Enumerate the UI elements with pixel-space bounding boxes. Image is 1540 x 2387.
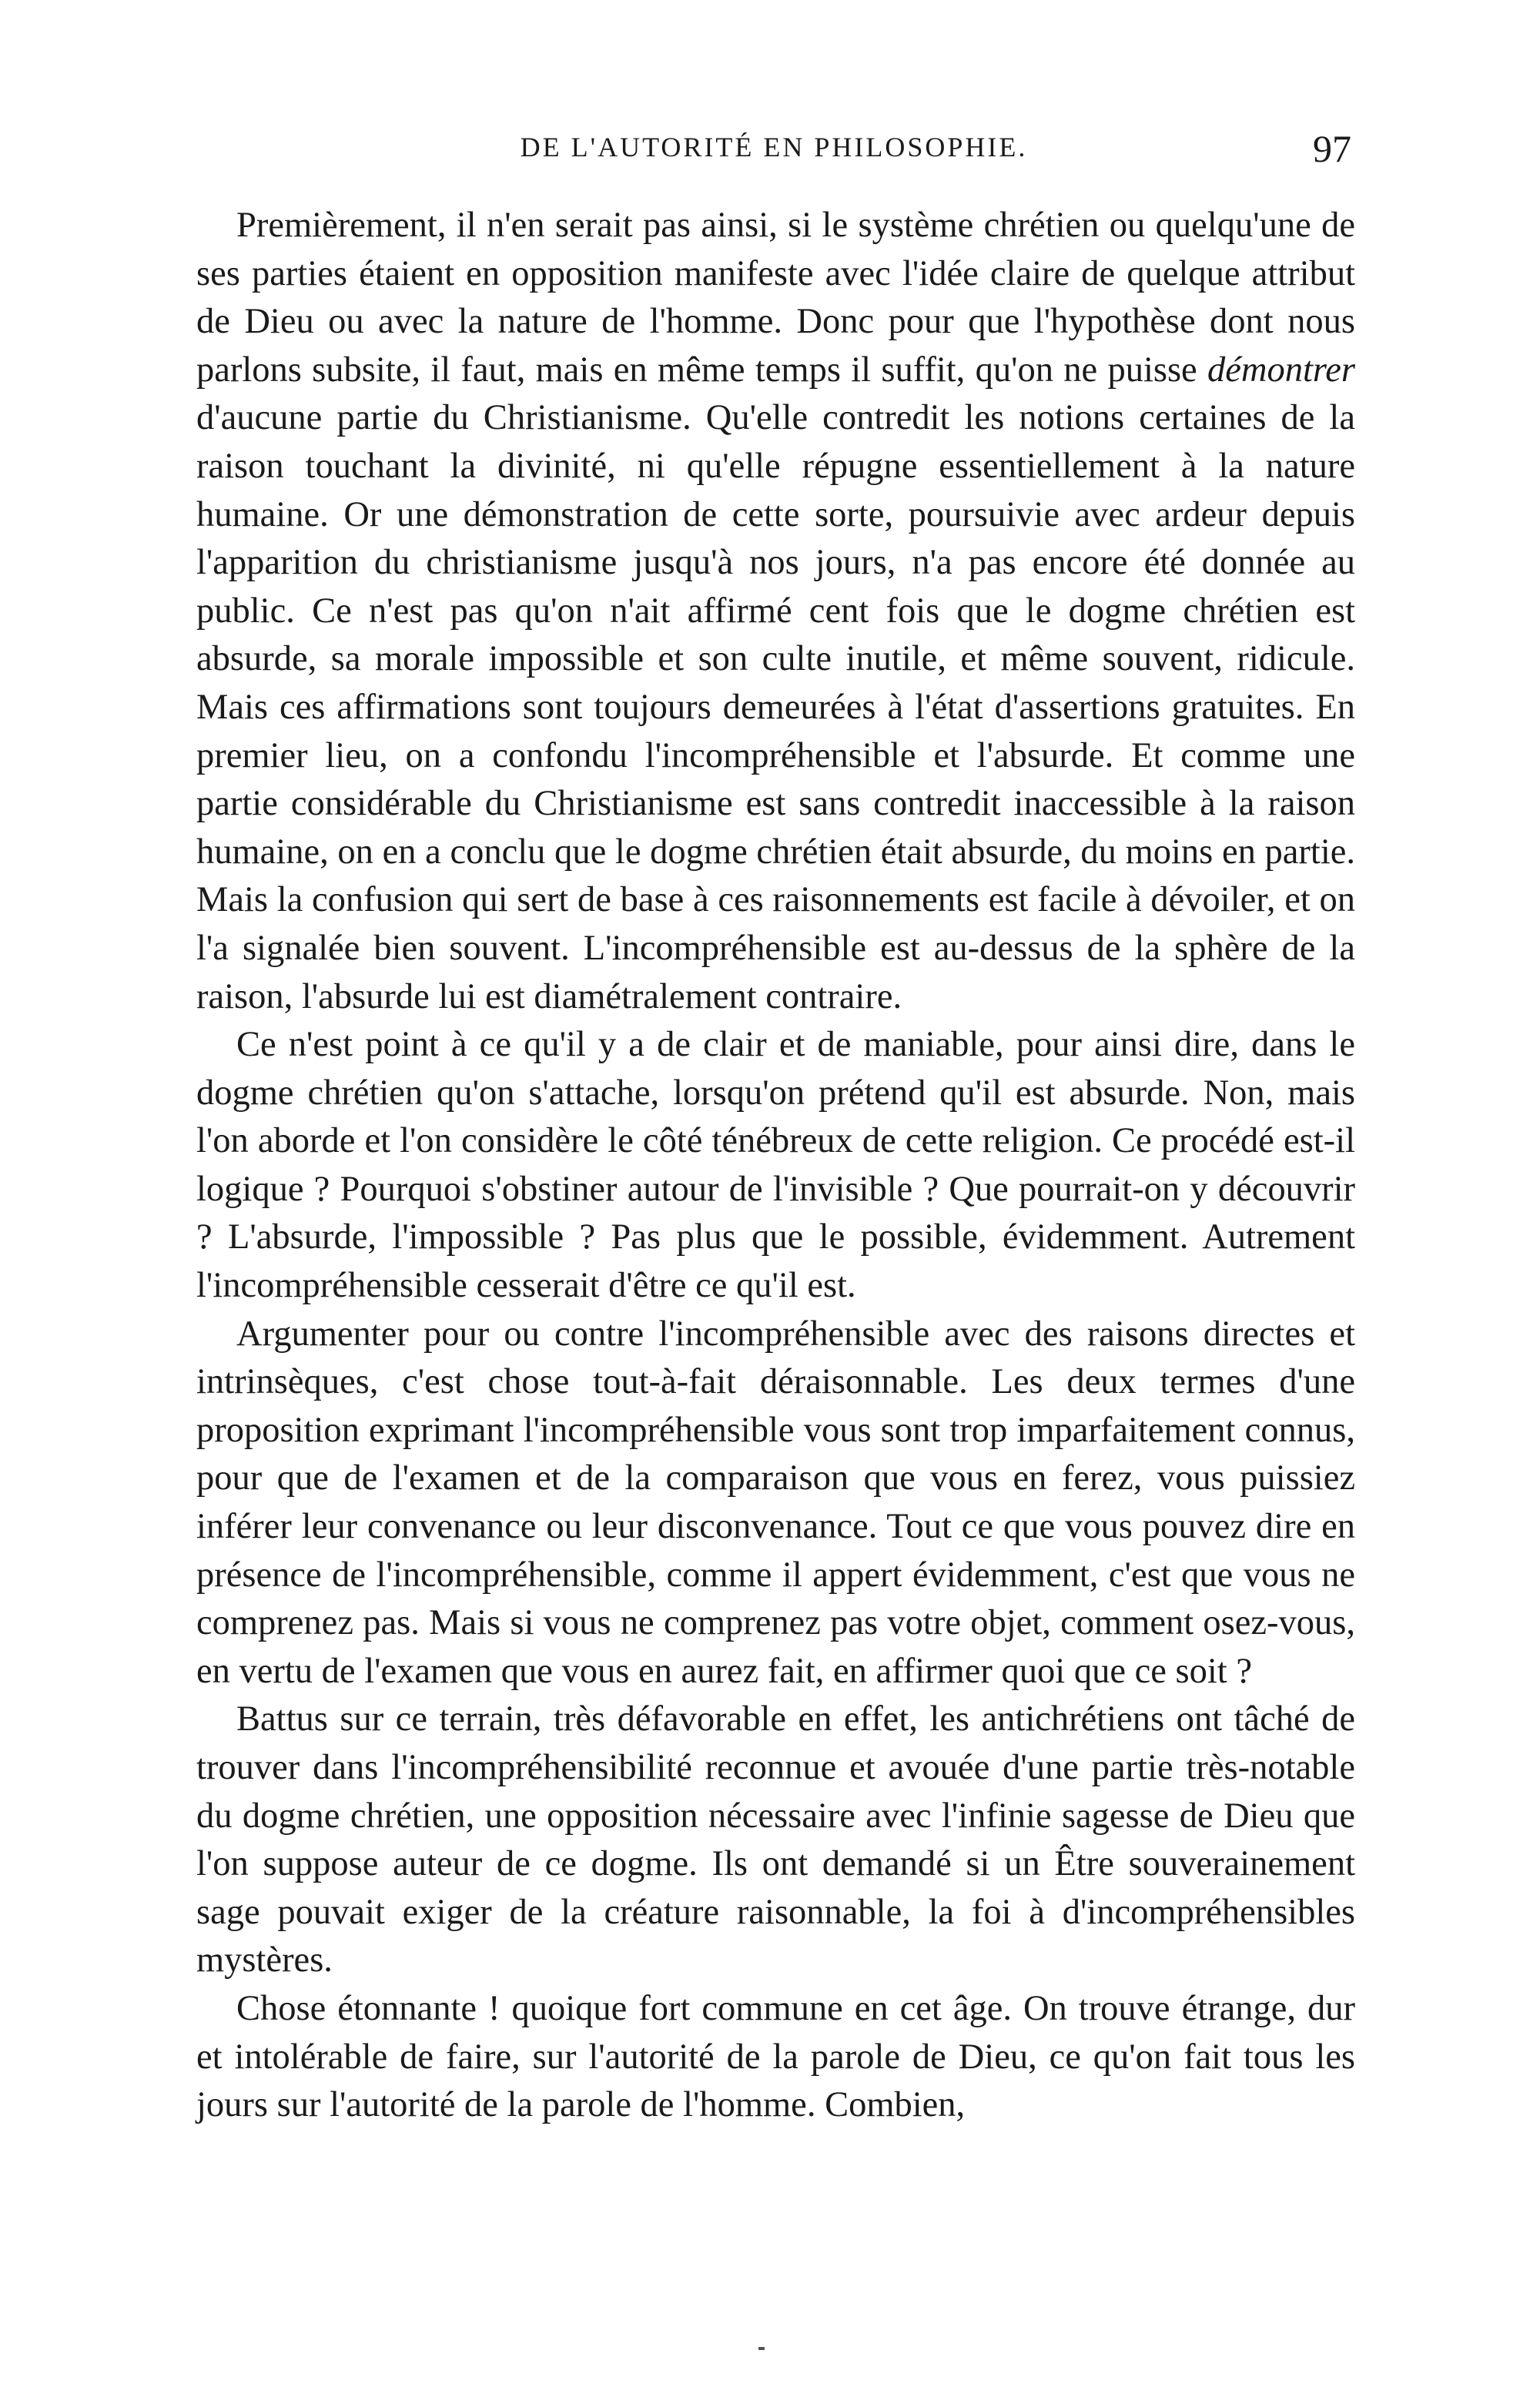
running-title: DE L'AUTORITÉ EN PHILOSOPHIE. <box>520 132 1028 162</box>
paragraph-1-part-2: d'aucune partie du Christianisme. Qu'elle contredit les notions certaines de la raison touchant la divinité, ni qu'elle répugne essentiellement à la nature humaine. Or une démonstration de cette sorte, poursuivie avec ardeur depuis l'apparition du christianisme jusqu'à nos jours, n'a pas encore été donnée au public. Ce n'est pas qu'on n'ait affirmé cent fois que le dogme chrétien est absurde, sa morale impossible et son culte inutile, et même souvent, ridicule. Mais ces affirmations sont toujours demeurées à l'état d'assertions gratuites. En premier lieu, on a confondu l'incompréhensible et l'absurde. Et comme une partie considérable du Christianisme est sans contredit inaccessible à la raison humaine, on en a conclu que le dogme chrétien était absurde, du moins en partie. Mais la confusion qui sert de base à ces raisonnements est facile à dévoiler, et on l'a signalée bien souvent. L'incompréhensible est au-dessus de la sphère de la raison, l'absurde lui est diamétralement contraire. <box>196 398 1355 1016</box>
body-text <box>196 202 1355 2130</box>
emphasis-demontrer: démontrer <box>1207 350 1355 390</box>
paragraph-2: Ce n'est point à ce qu'il y a de clair et de maniable, pour ainsi dire, dans le dogme chrétien qu'on s'attache, lorsqu'on prétend qu'il est absurde. Non, mais l'on aborde et l'on considère le côté ténébreux de cette religion. Ce procédé est-il logique ? Pourquoi s'obstiner autour de l'invisible ? Que pourrait-on y découvrir ? L'absurde, l'impossible ? Pas plus que le possible, évidemment. Autrement l'incompréhensible cesserait d'être ce qu'il est. <box>196 1025 1355 1306</box>
page-header <box>196 127 1351 177</box>
paragraph-1 <box>196 202 1355 1021</box>
footer-mark <box>758 2347 765 2350</box>
paragraph-4: Battus sur ce terrain, très défavorable en effet, les antichrétiens ont tâché de trouver dans l'incompréhensibilité reconnue et avouée d'une partie très-notable du dogme chrétien, une opposition nécessaire avec l'infinie sagesse de Dieu que l'on suppose auteur de ce dogme. Ils ont demandé si un Être souverainement sage pouvait exiger de la créature raisonnable, la foi à d'incompréhensibles mystères. <box>196 1699 1355 1980</box>
page-number: 97 <box>1313 127 1351 170</box>
paragraph-3: Argumenter pour ou contre l'incompréhensible avec des raisons directes et intrinsèques, c'est chose tout-à-fait déraisonnable. Les deux termes d'une proposition exprimant l'incompréhensible vous sont trop imparfaitement connus, pour que de l'examen et de la comparaison que vous en ferez, vous puissiez inférer leur convenance ou leur disconvenance. Tout ce que vous pouvez dire en présence de l'incompréhensible, comme il appert évidemment, c'est que vous ne comprenez pas. Mais si vous ne comprenez pas votre objet, comment osez-vous, en vertu de l'examen que vous en aurez fait, en affirmer quoi que ce soit ? <box>196 1314 1355 1691</box>
paragraph-5: Chose étonnante ! quoique fort commune en cet âge. On trouve étrange, dur et intolérable de faire, sur l'autorité de la parole de Dieu, ce qu'on fait tous les jours sur l'autorité de la parole de l'homme. Combien, <box>196 1988 1355 2125</box>
paragraph-1-part-1: Premièrement, il n'en serait pas ainsi, si le système chrétien ou quelqu'une de ses parties étaient en opposition manifeste avec l'idée claire de quelque attribut de Dieu ou avec la nature de l'homme. Donc pour que l'hypothèse dont nous parlons subsite, il faut, mais en même temps il suffit, qu'on ne puisse <box>196 206 1355 390</box>
